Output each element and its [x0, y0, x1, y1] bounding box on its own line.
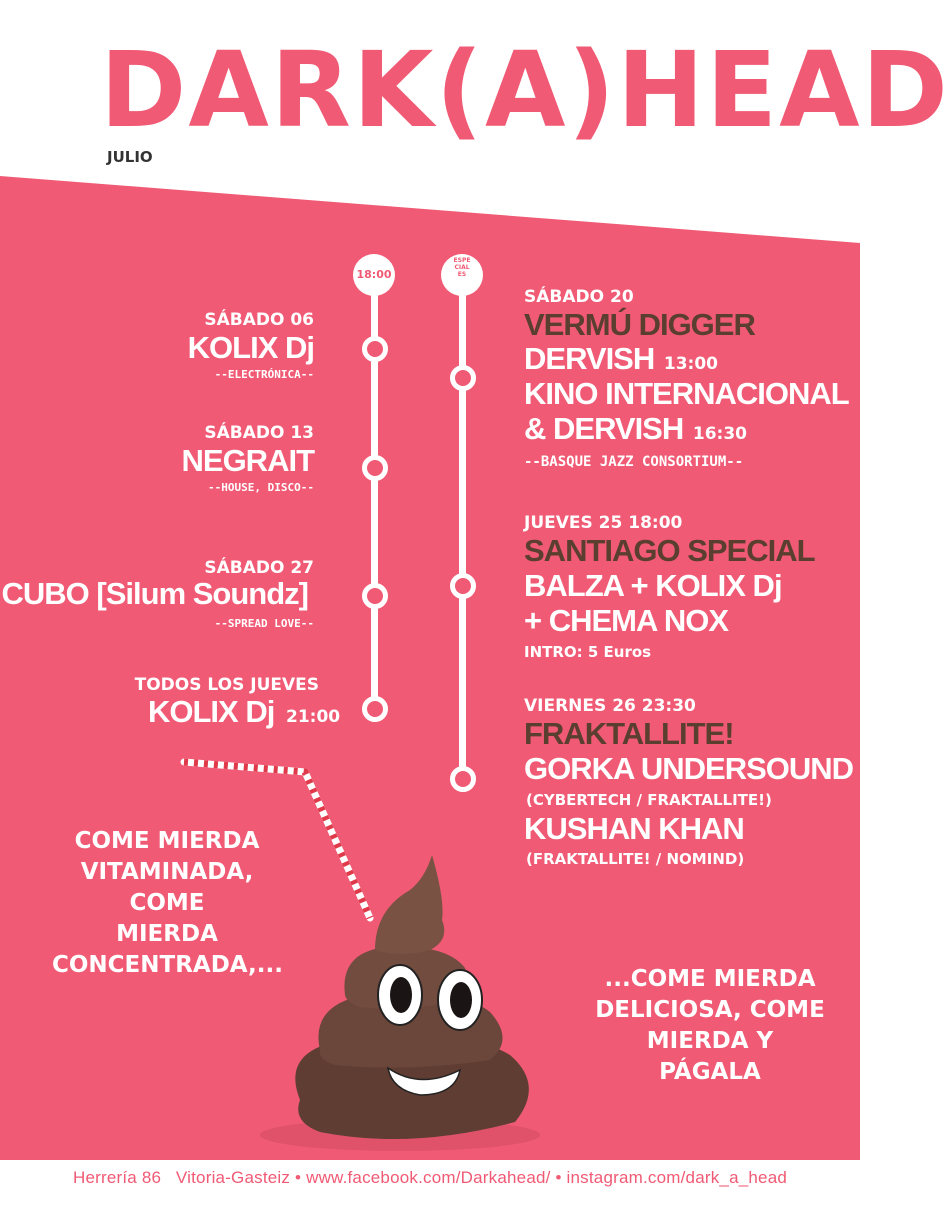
- event-time: 16:30: [692, 424, 748, 444]
- event-time: 13:00: [663, 354, 719, 374]
- event-line: [524, 411, 747, 447]
- slogan-line: VITAMINADA, COME: [80, 859, 254, 916]
- event-note: (FRAKTALLITE! / NOMIND): [526, 850, 745, 868]
- eye-icon: [378, 965, 422, 1025]
- event-date: TODOS LOS JUEVES: [134, 675, 319, 695]
- timeline-left-label: 18:00: [356, 268, 392, 281]
- slogan-right: [595, 964, 825, 1088]
- slogan-line: MIERDA: [116, 921, 218, 947]
- slogan-line: CONCENTRADA,...: [52, 952, 283, 978]
- event-genre: --HOUSE, DISCO--: [208, 481, 314, 494]
- event-artist: + CHEMA NOX: [524, 603, 729, 638]
- timeline-node: [362, 696, 388, 722]
- event-date: SÁBADO 13: [204, 423, 314, 443]
- slogan-line: COME MIERDA: [74, 828, 260, 854]
- event-date: SÁBADO 20: [524, 287, 634, 307]
- timeline-node: [362, 583, 388, 609]
- event-date: JUEVES 25 18:00: [524, 513, 683, 533]
- event-date: SÁBADO 27: [204, 558, 314, 578]
- event-artist: KINO INTERNACIONAL: [524, 376, 849, 411]
- event-title: FRAKTALLITE!: [524, 716, 734, 751]
- timeline-left-badge: [353, 254, 395, 296]
- event-note: INTRO: 5 Euros: [524, 643, 652, 661]
- logo: DARK(A)HEAD: [100, 29, 950, 151]
- timeline-node: [362, 336, 388, 362]
- event-genre: --SPREAD LOVE--: [214, 617, 314, 630]
- event-title: VERMÚ DIGGER: [524, 307, 755, 342]
- footer-text: Herrería 86 Vitoria-Gasteiz • www.facebook.com/Darkahead/ • instagram.com/dark_a_head: [72, 1168, 788, 1187]
- timeline-right-line: [459, 285, 466, 775]
- event-note: (CYBERTECH / FRAKTALLITE!): [526, 791, 772, 809]
- event-artist: BALZA + KOLIX Dj: [524, 568, 782, 603]
- event-line: [524, 341, 718, 377]
- event-time: 21:00: [285, 707, 341, 727]
- event-line: [148, 694, 340, 730]
- timeline-node: [362, 455, 388, 481]
- event-genre: --ELECTRÓNICA--: [214, 368, 314, 381]
- event-note: --BASQUE JAZZ CONSORTIUM--: [524, 454, 744, 470]
- slogan-line: DELICIOSA, COME: [595, 997, 825, 1023]
- event-name: CUBO [Silum Soundz]: [1, 576, 308, 611]
- timeline-right-badge: [441, 254, 483, 296]
- event-date: VIERNES 26 23:30: [524, 696, 696, 716]
- event-artist: GORKA UNDERSOUND: [524, 751, 854, 786]
- eye-icon: [438, 970, 482, 1030]
- event-artist: KUSHAN KHAN: [524, 811, 744, 846]
- event-name: NEGRAIT: [181, 443, 314, 478]
- event-artist: & DERVISH: [524, 411, 684, 446]
- event-title: SANTIAGO SPECIAL: [524, 533, 815, 568]
- event-date: SÁBADO 06: [204, 310, 314, 330]
- event-name: KOLIX Dj: [148, 694, 275, 729]
- timeline-node: [450, 365, 476, 391]
- slogan-left: [52, 826, 282, 981]
- slogan-line: MIERDA Y PÁGALA: [646, 1028, 774, 1085]
- slogan-line: ...COME MIERDA: [604, 966, 816, 992]
- event-name: KOLIX Dj: [187, 330, 314, 365]
- timeline-right-label: ESPECIALES: [453, 257, 471, 278]
- month-label: JULIO: [107, 148, 153, 166]
- event-artist: DERVISH: [524, 341, 655, 376]
- timeline-node: [450, 573, 476, 599]
